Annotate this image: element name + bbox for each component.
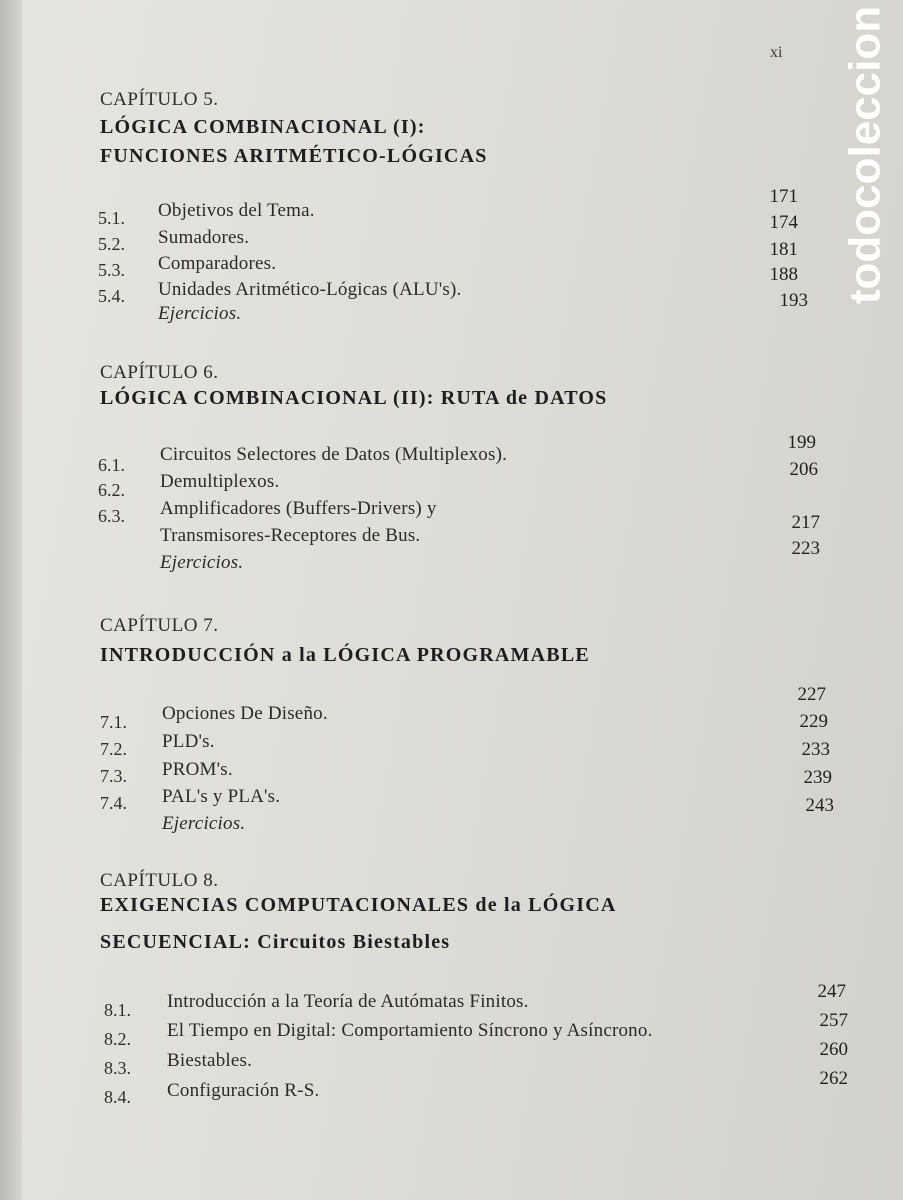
toc-entry-number: 6.2. bbox=[98, 480, 125, 500]
chapter-8-label: CAPÍTULO 8. bbox=[100, 870, 219, 891]
toc-entry-number: 7.3. bbox=[100, 766, 127, 786]
toc-entry-number: 7.4. bbox=[100, 793, 127, 813]
toc-entry-title: Ejercicios. bbox=[158, 303, 242, 324]
toc-entry-number: 7.2. bbox=[100, 739, 127, 759]
toc-entry-title: Amplificadores (Buffers-Drivers) y bbox=[160, 498, 437, 519]
toc-entry-page: 171 bbox=[769, 186, 798, 207]
toc-entry-page: 260 bbox=[819, 1039, 848, 1060]
toc-entry-number: 8.4. bbox=[104, 1087, 131, 1107]
toc-entry-page: 229 bbox=[799, 711, 828, 732]
toc-entry-number: 8.2. bbox=[104, 1029, 131, 1049]
chapter-7-label: CAPÍTULO 7. bbox=[100, 615, 219, 636]
toc-entry-number: 8.1. bbox=[104, 1000, 131, 1020]
toc-entry-page: 239 bbox=[803, 767, 832, 788]
toc-entry-number: 5.3. bbox=[98, 260, 125, 280]
toc-entry-page: 233 bbox=[801, 739, 830, 760]
toc-entry-number: 5.1. bbox=[98, 208, 125, 228]
chapter-8-title-line1: EXIGENCIAS COMPUTACIONALES de la LÓGICA bbox=[100, 894, 617, 916]
toc-entry-page: 217 bbox=[791, 512, 820, 533]
toc-entry-title: PAL's y PLA's. bbox=[162, 786, 281, 807]
toc-entry-page: 181 bbox=[769, 239, 798, 260]
toc-entry-title: Comparadores. bbox=[158, 253, 277, 274]
toc-entry-title: PLD's. bbox=[162, 731, 215, 752]
toc-entry-page: 257 bbox=[819, 1010, 848, 1031]
chapter-6-title-line1: LÓGICA COMBINACIONAL (II): RUTA de DATOS bbox=[100, 387, 608, 409]
toc-entry-page: 262 bbox=[819, 1068, 848, 1089]
toc-entry-title: El Tiempo en Digital: Comportamiento Síncrono y Asíncrono. bbox=[167, 1020, 653, 1041]
toc-entry-number: 7.1. bbox=[100, 712, 127, 732]
chapter-6-label: CAPÍTULO 6. bbox=[100, 362, 219, 383]
toc-entry-title: Introducción a la Teoría de Autómatas Finitos. bbox=[167, 991, 529, 1012]
toc-entry-page: 193 bbox=[779, 290, 808, 311]
toc-entry-title: Demultiplexos. bbox=[160, 471, 280, 492]
chapter-5-label: CAPÍTULO 5. bbox=[100, 89, 219, 110]
toc-entry-page: 243 bbox=[805, 795, 834, 816]
watermark-text: todocoleccion bbox=[840, 5, 890, 305]
toc-entry-number: 8.3. bbox=[104, 1058, 131, 1078]
toc-entry-page: 188 bbox=[769, 264, 798, 285]
toc-entry-number: 6.1. bbox=[98, 455, 125, 475]
toc-entry-title: Opciones De Diseño. bbox=[162, 703, 328, 724]
toc-entry-number: 5.2. bbox=[98, 234, 125, 254]
toc-entry-page: 227 bbox=[797, 684, 826, 705]
toc-entry-title: Ejercicios. bbox=[160, 552, 244, 573]
watermark-logo bbox=[838, 5, 898, 305]
toc-entry-title: Configuración R-S. bbox=[167, 1080, 320, 1101]
toc-entry-page: 199 bbox=[787, 432, 816, 453]
toc-entry-page: 247 bbox=[817, 981, 846, 1002]
toc-entry-title: Circuitos Selectores de Datos (Multiplexos). bbox=[160, 444, 508, 465]
toc-entry-page: 223 bbox=[791, 538, 820, 559]
toc-entry-title: Objetivos del Tema. bbox=[158, 200, 315, 221]
toc-entry-title: Transmisores-Receptores de Bus. bbox=[160, 525, 421, 546]
toc-entry-title: PROM's. bbox=[162, 759, 233, 780]
toc-entry-title: Biestables. bbox=[167, 1050, 253, 1071]
toc-entry-number: 6.3. bbox=[98, 506, 125, 526]
page-number: xi bbox=[770, 44, 783, 61]
toc-entry-title: Unidades Aritmético-Lógicas (ALU's). bbox=[158, 279, 462, 300]
chapter-8-title-line2: SECUENCIAL: Circuitos Biestables bbox=[100, 931, 451, 953]
toc-entry-page: 174 bbox=[769, 212, 798, 233]
toc-entry-title: Ejercicios. bbox=[162, 813, 246, 834]
chapter-7-title-line1: INTRODUCCIÓN a la LÓGICA PROGRAMABLE bbox=[100, 644, 590, 666]
toc-entry-number: 5.4. bbox=[98, 286, 125, 306]
chapter-5-title-line2: FUNCIONES ARITMÉTICO-LÓGICAS bbox=[100, 145, 488, 167]
page-edge-shadow bbox=[0, 0, 22, 1200]
chapter-5-title-line1: LÓGICA COMBINACIONAL (I): bbox=[100, 116, 426, 138]
toc-entry-title: Sumadores. bbox=[158, 227, 250, 248]
toc-entry-page: 206 bbox=[789, 459, 818, 480]
